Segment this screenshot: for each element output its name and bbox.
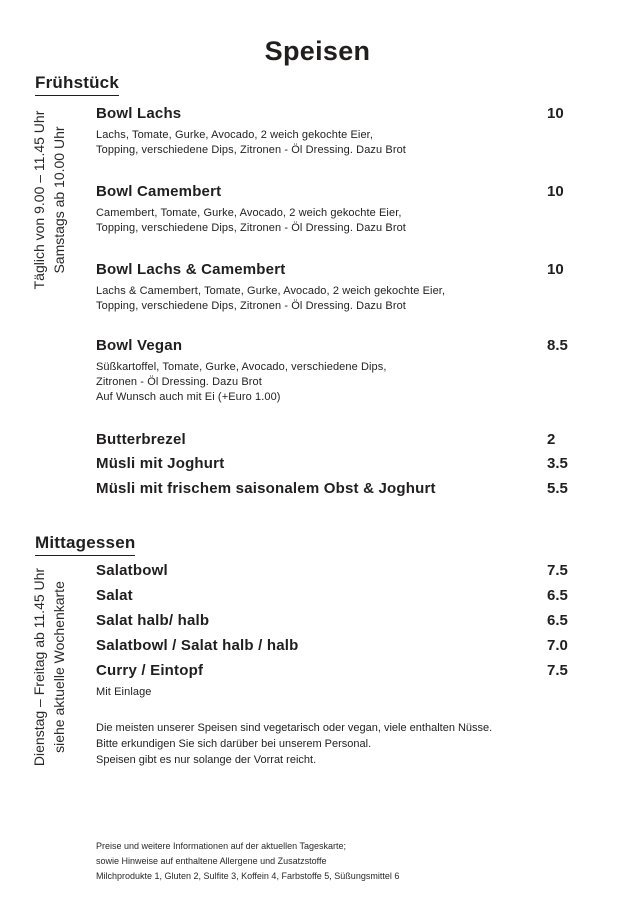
item-description [96, 284, 616, 314]
item-description-line: Camembert, Tomate, Gurke, Avocado, 2 weich gekochte Eier, [96, 207, 402, 219]
item-name: Bowl Lachs [96, 105, 182, 122]
item-description-line: Lachs & Camembert, Tomate, Gurke, Avocado, 2 weich gekochte Eier, [96, 285, 446, 297]
footer-line: Preise und weitere Informationen auf der aktuellen Tageskarte; [96, 841, 346, 851]
item-name: Bowl Camembert [96, 183, 222, 200]
fruehstueck-schedule-vertical-label [29, 100, 73, 300]
item-price: 5.5 [547, 480, 568, 497]
menu-notes [96, 720, 492, 768]
item-price: 7.5 [547, 562, 568, 579]
item-name: Curry / Eintopf [96, 662, 204, 679]
menu-item-curry-eintopf [96, 661, 616, 700]
page-title: Speisen [264, 36, 371, 66]
item-description-line: Lachs, Tomate, Gurke, Avocado, 2 weich gekochte Eier, [96, 129, 373, 141]
menu-item-bowl-camembert [96, 182, 616, 236]
item-name: Bowl Lachs & Camembert [96, 261, 286, 278]
item-description [96, 128, 616, 158]
menu-item-muesli-obst-joghurt [96, 479, 616, 498]
item-price: 10 [547, 261, 564, 278]
item-description-line: Mit Einlage [96, 686, 152, 698]
menu-item-bowl-vegan [96, 336, 616, 405]
item-price: 8.5 [547, 337, 568, 354]
item-name: Salat halb/ halb [96, 612, 210, 629]
section-heading-fruehstueck: Frühstück [35, 73, 119, 96]
mittagessen-schedule-line-1: Dienstag – Freitag ab 11.45 Uhr [31, 567, 47, 767]
menu-item-salatbowl-salat-halb-halb [96, 636, 616, 655]
menu-item-butterbrezel [96, 430, 616, 449]
menu-item-salat-halb-halb [96, 611, 616, 630]
menu-footer [96, 839, 399, 884]
note-line: Die meisten unserer Speisen sind vegetarisch oder vegan, viele enthalten Nüsse. [96, 722, 493, 734]
mittagessen-schedule-line-2: siehe aktuelle Wochenkarte [51, 581, 67, 753]
mittagessen-schedule-vertical-label [29, 562, 73, 772]
item-price: 3.5 [547, 455, 568, 472]
item-price: 6.5 [547, 587, 568, 604]
note-line: Bitte erkundigen Sie sich darüber bei unserem Personal. [96, 738, 372, 750]
item-name: Salatbowl / Salat halb / halb [96, 637, 299, 654]
item-description-line: Zitronen - Öl Dressing. Dazu Brot [96, 376, 262, 388]
section-heading-mittagessen: Mittagessen [35, 533, 135, 556]
footer-line: sowie Hinweise auf enthaltene Allergene und Zusatzstoffe [96, 856, 327, 866]
item-price: 6.5 [547, 612, 568, 629]
item-name: Butterbrezel [96, 431, 186, 448]
menu-item-salatbowl [96, 561, 616, 580]
fruehstueck-schedule-line-1: Täglich von 9.00 – 11.45 Uhr [31, 110, 47, 290]
item-description-line: Topping, verschiedene Dips, Zitronen - Öl Dressing. Dazu Brot [96, 300, 406, 312]
item-price: 7.0 [547, 637, 568, 654]
item-description-line: Süßkartoffel, Tomate, Gurke, Avocado, verschiedene Dips, [96, 361, 387, 373]
item-price: 10 [547, 183, 564, 200]
fruehstueck-schedule-line-2: Samstags ab 10.00 Uhr [51, 126, 67, 274]
item-price: 10 [547, 105, 564, 122]
footer-line: Milchprodukte 1, Gluten 2, Sulfite 3, Koffein 4, Farbstoffe 5, Süßungsmittel 6 [96, 871, 400, 881]
item-name: Salatbowl [96, 562, 168, 579]
menu-item-bowl-lachs-camembert [96, 260, 616, 314]
menu-item-bowl-lachs [96, 104, 616, 158]
item-description-line: Topping, verschiedene Dips, Zitronen - Öl Dressing. Dazu Brot [96, 144, 406, 156]
item-description [96, 206, 616, 236]
item-price: 7.5 [547, 662, 568, 679]
menu-item-salat [96, 586, 616, 605]
item-name: Bowl Vegan [96, 337, 183, 354]
item-price: 2 [547, 431, 556, 448]
item-description [96, 360, 616, 405]
item-description-line: Topping, verschiedene Dips, Zitronen - Öl Dressing. Dazu Brot [96, 222, 406, 234]
item-description-line: Auf Wunsch auch mit Ei (+Euro 1.00) [96, 391, 281, 403]
item-description [96, 685, 616, 700]
item-name: Müsli mit Joghurt [96, 455, 225, 472]
note-line: Speisen gibt es nur solange der Vorrat reicht. [96, 754, 317, 766]
item-name: Salat [96, 587, 133, 604]
menu-item-muesli-joghurt [96, 454, 616, 473]
item-name: Müsli mit frischem saisonalem Obst & Joghurt [96, 480, 436, 497]
